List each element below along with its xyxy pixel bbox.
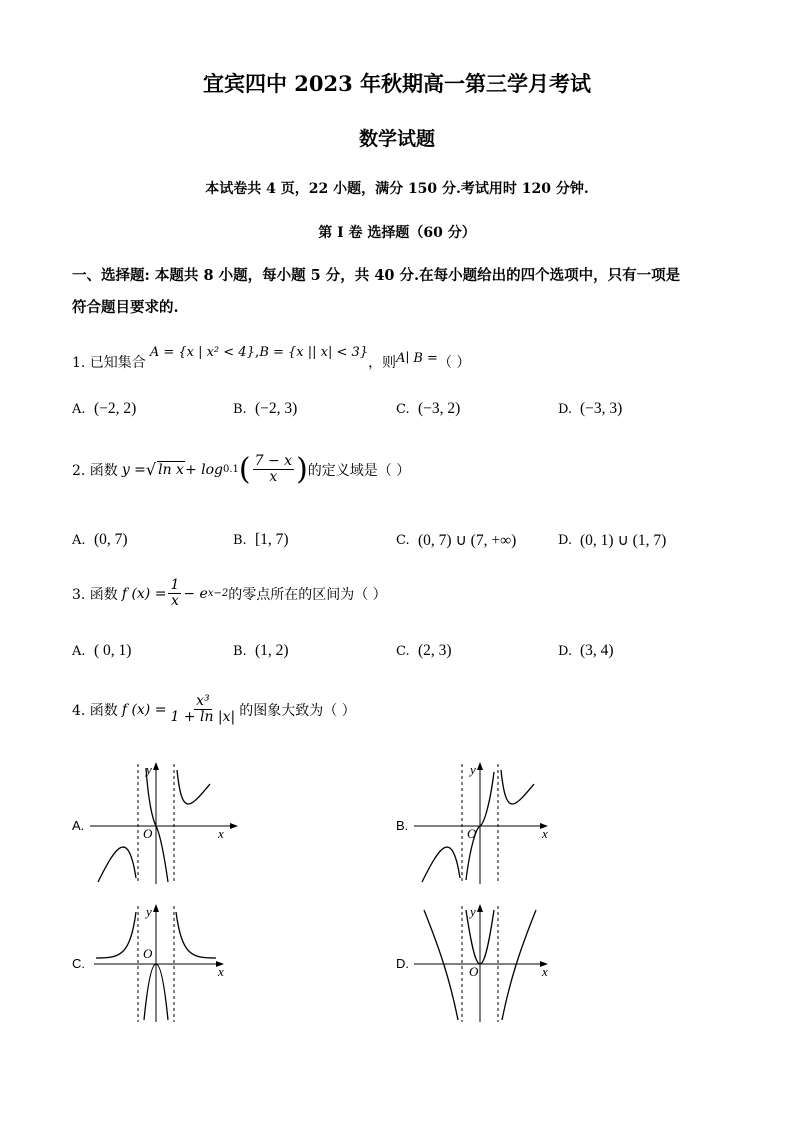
q3-option-d[interactable]: D. (3, 4) bbox=[558, 642, 614, 659]
graph-c-x-label: x bbox=[218, 964, 224, 979]
volume-heading: 第 I 卷 选择题（60 分） bbox=[318, 225, 476, 241]
q2-denominator: x bbox=[269, 469, 278, 486]
q2-suffix: 的定义域是（ ） bbox=[307, 462, 411, 479]
q1-option-a[interactable]: A. (−2, 2) bbox=[72, 400, 137, 417]
graph-a-x-label: x bbox=[218, 826, 224, 841]
graph-d-origin-label: O bbox=[469, 964, 479, 979]
q3-exponent: x−2 bbox=[207, 588, 229, 600]
q4-suffix: 的图象大致为（ ） bbox=[239, 702, 356, 719]
q2-option-a[interactable]: A. (0, 7) bbox=[72, 531, 128, 548]
q2-plus-log: + log bbox=[184, 461, 224, 478]
question-2: 2. 函数 y = √ ln x + log 0.1 ( $\frac{7 - x}{x}$ ) 的定义域是（ ） bbox=[72, 451, 411, 487]
q1-blank: （ ） bbox=[437, 355, 471, 371]
q4-denominator: 1 + ln |x| bbox=[170, 709, 236, 726]
graph-a-y-label: y bbox=[146, 762, 152, 777]
q1-option-c[interactable]: C. (−3, 2) bbox=[396, 400, 461, 417]
q4-option-b-label[interactable]: B. bbox=[396, 818, 409, 833]
q4-graph-b[interactable] bbox=[414, 758, 564, 886]
q3-option-b[interactable]: B. (1, 2) bbox=[233, 642, 289, 659]
q1-set-a: A = {x | x² < 4} bbox=[149, 344, 255, 360]
graph-d-x-label: x bbox=[542, 964, 548, 979]
graph-a-origin-label: O bbox=[143, 826, 153, 841]
q1-set-b: B = {x || x| < 3} bbox=[259, 344, 369, 360]
q3-option-c[interactable]: C. (2, 3) bbox=[396, 642, 452, 659]
q1-option-d[interactable]: D. (−3, 3) bbox=[558, 400, 623, 417]
section-instructions-line2: 符合题目要求的. bbox=[72, 299, 179, 316]
q2-y: y = bbox=[121, 461, 146, 478]
q3-lhs: f (x) = bbox=[121, 585, 167, 602]
q3-denominator: x bbox=[170, 593, 179, 610]
graph-c-origin-label: O bbox=[143, 946, 153, 961]
q4-numerator: x³ bbox=[196, 693, 210, 709]
graph-c-y-label: y bbox=[146, 904, 152, 919]
q3-suffix: 的零点所在的区间为（ ） bbox=[228, 586, 387, 603]
exam-info: 本试卷共 4 页，22 小题，满分 150 分.考试用时 120 分钟. bbox=[205, 181, 589, 197]
q2-sqrt-arg: ln x bbox=[158, 462, 184, 479]
graph-b-origin-label: O bbox=[467, 826, 477, 841]
graph-b-x-label: x bbox=[542, 826, 548, 841]
question-3 bbox=[72, 578, 387, 610]
subject-title: 数学试题 bbox=[358, 128, 435, 150]
question-4 bbox=[72, 694, 356, 726]
q2-option-d[interactable]: D. (0, 1) ∪ (1, 7) bbox=[558, 532, 667, 549]
q1-prefix: 1. 已知集合 bbox=[72, 355, 146, 371]
q3-option-a[interactable]: A. ( 0, 1) bbox=[72, 642, 132, 659]
q2-log-base: 0.1 bbox=[223, 464, 239, 476]
q4-graph-d[interactable] bbox=[414, 900, 564, 1024]
q1-expr: A∣ B = bbox=[396, 350, 438, 366]
q4-option-d-label[interactable]: D. bbox=[396, 956, 409, 971]
graph-d-y-label: y bbox=[470, 904, 476, 919]
q4-lhs: f (x) = bbox=[121, 701, 167, 718]
section-instructions-line1: 一、选择题: 本题共 8 小题，每小题 5 分，共 40 分.在每小题给出的四个选项中，只有一项是 bbox=[72, 267, 681, 284]
q1-option-b[interactable]: B. (−2, 3) bbox=[233, 400, 298, 417]
graph-b-y-label: y bbox=[470, 762, 476, 777]
q1-sep: , bbox=[254, 344, 260, 360]
q2-option-b[interactable]: B. [1, 7) bbox=[233, 531, 289, 548]
q3-prefix: 3. 函数 bbox=[72, 586, 118, 603]
exam-title: 宜宾四中 2023 年秋期高一第三学月考试 bbox=[202, 71, 592, 96]
q2-option-c[interactable]: C. (0, 7) ∪ (7, +∞) bbox=[396, 532, 517, 549]
q4-option-a-label[interactable]: A. bbox=[72, 818, 85, 833]
question-1 bbox=[72, 344, 471, 372]
q2-prefix: 2. 函数 bbox=[72, 462, 118, 479]
q4-prefix: 4. 函数 bbox=[72, 702, 118, 719]
q4-graph-c[interactable] bbox=[90, 900, 240, 1024]
q4-graph-a[interactable] bbox=[90, 758, 240, 886]
q1-suffix: ，则 bbox=[368, 355, 397, 371]
q4-option-c-label[interactable]: C. bbox=[72, 956, 85, 971]
q3-numerator: 1 bbox=[170, 577, 180, 593]
q3-minus-e: − e bbox=[183, 585, 208, 602]
q2-numerator: 7 − x bbox=[254, 453, 293, 469]
